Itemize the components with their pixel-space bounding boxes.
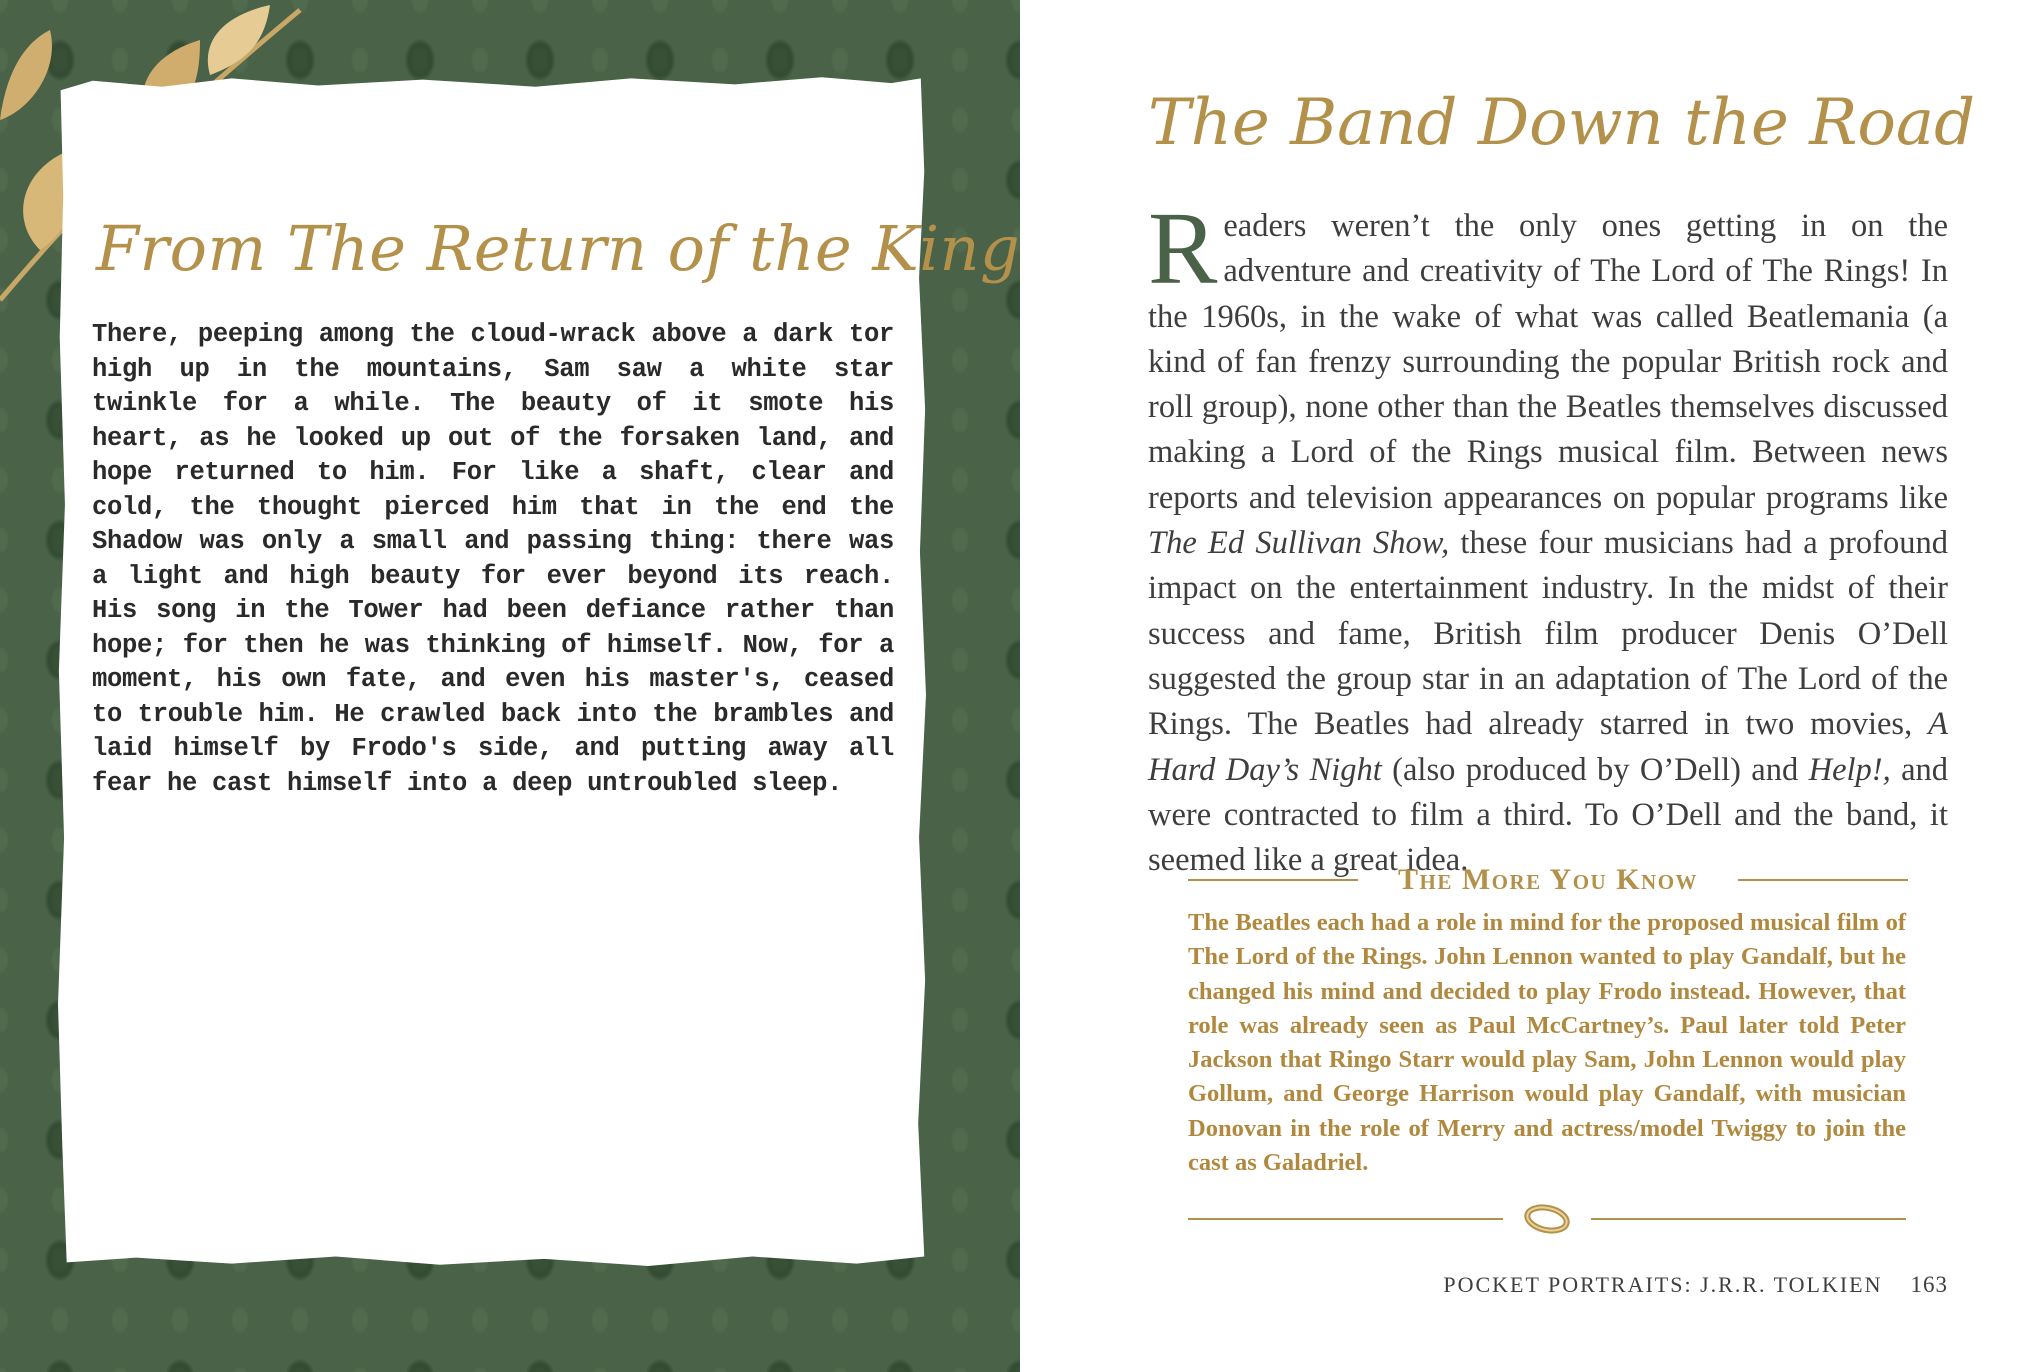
sidebar-ornament bbox=[1188, 1202, 1906, 1236]
divider-rule bbox=[1738, 879, 1908, 881]
running-head: POCKET PORTRAITS: J.R.R. TOLKIEN bbox=[1443, 1272, 1883, 1297]
drop-cap: R bbox=[1148, 191, 1218, 306]
page-footer bbox=[1420, 1272, 1948, 1298]
excerpt-heading: From The Return of the King bbox=[96, 212, 1021, 285]
body-italic-title: Help!, bbox=[1808, 751, 1891, 788]
body-italic-title: A Hard Day’s Night bbox=[1148, 706, 1948, 788]
divider-rule bbox=[1188, 1218, 1503, 1220]
body-text-part: (also produced by O’Dell) and bbox=[1381, 751, 1809, 788]
body-italic-title: The Ed Sullivan Show, bbox=[1148, 525, 1450, 562]
sidebar-header bbox=[1188, 860, 1908, 900]
ring-icon bbox=[1521, 1202, 1573, 1236]
body-paragraph bbox=[1148, 191, 1949, 883]
page-number: 163 bbox=[1910, 1272, 1948, 1297]
excerpt-text: There, peeping among the cloud-wrack above a dark tor high up in the mountains, Sam saw a white star twinkle for a while. The beauty of it smote his heart, as he looked up out of the forsaken land, and hope returned to him. For like a shaft, clear and cold, the thought pierced him that in the end the Shadow was only a small and passing thing: there was a light and high beauty for ever beyond its reach. His song in the Tower had been defiance rather than hope; for then he was thinking of himself. Now, for a moment, his own fate, and even his master's, ceased to trouble him. He crawled back into the brambles and laid himself by Frodo's side, and putting away all fear he cast himself into a deep untroubled sleep. bbox=[92, 320, 894, 798]
sidebar-text: The Beatles each had a role in mind for the proposed musical film of The Lord of the Rings. John Lennon wanted to play Gandalf, but he changed his mind and decided to play Frodo instead. However, that role was already seen as Paul McCartney’s. Paul later told Peter Jackson that Ringo Starr would play Sam, John Lennon would play Gollum, and George Harrison would play Gandalf, with musician Donovan in the role of Merry and actress/model Twiggy to join the cast as Galadriel. bbox=[1188, 909, 1906, 1177]
sidebar-title: The More You Know bbox=[1397, 863, 1699, 896]
body-text-part: and were contracted to film a third. To O’Dell and the band, it seemed like a great idea. bbox=[1148, 751, 1949, 879]
body-text-part: eaders weren’t the only ones getting in on the adventure and creativity of The Lord of The Rings! In the 1960s, in the wake of what was called Beatlemania (a kind of fan frenzy surrounding the popular British rock and roll group), none other than the Beatles themselves discussed making a Lord of the Rings musical film. Between news reports and television appearances on popular programs like bbox=[1148, 208, 1948, 516]
divider-rule bbox=[1188, 879, 1358, 881]
body-text-part: these four musicians had a profound impact on the entertainment industry. In the midst of their success and fame, British film producer Denis O’Dell suggested the group star in an adaptation of The Lord of the Rings. The Beatles had already starred in two movies, bbox=[1148, 525, 1948, 743]
divider-rule bbox=[1591, 1218, 1906, 1220]
chapter-heading: The Band Down the Road bbox=[1148, 86, 1976, 160]
